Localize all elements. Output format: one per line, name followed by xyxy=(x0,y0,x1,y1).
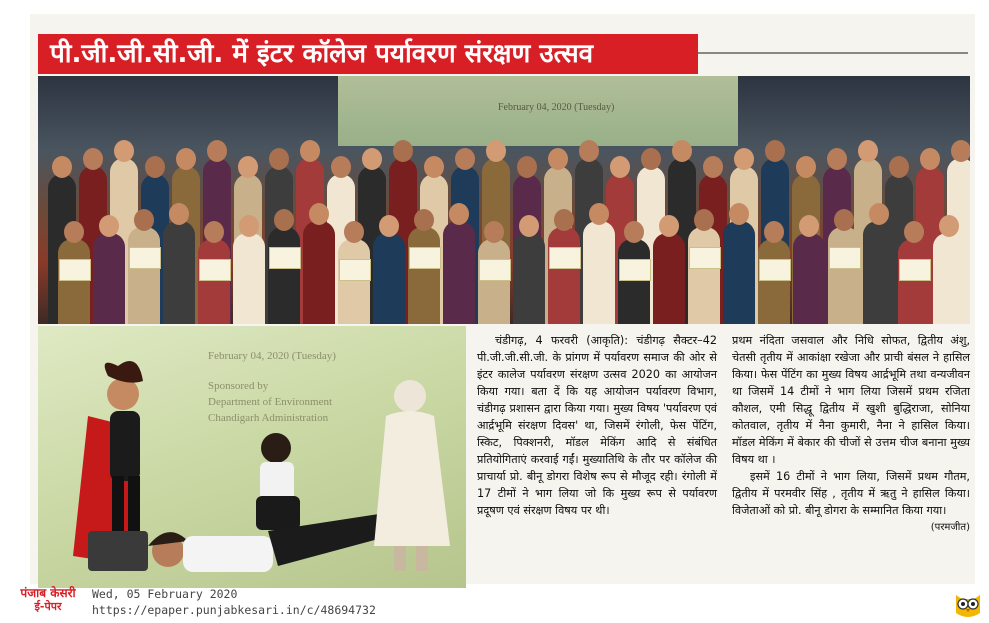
attendee-head xyxy=(176,148,196,170)
attendee-head xyxy=(659,215,679,237)
attendee-head xyxy=(169,203,189,225)
attendee-head xyxy=(703,156,723,178)
attendee xyxy=(233,233,265,324)
attendee-head xyxy=(309,203,329,225)
attendee-head xyxy=(134,209,154,231)
article-column-1 xyxy=(477,332,717,519)
brand-subtitle: ई-पेपर xyxy=(34,600,62,613)
attendee-head xyxy=(424,156,444,178)
skit-screen-line: Department of Environment xyxy=(208,396,333,408)
attendee xyxy=(793,233,825,324)
attendee-head xyxy=(548,148,568,170)
attendee xyxy=(933,233,965,324)
attendee xyxy=(688,227,720,324)
footer-meta xyxy=(92,586,376,618)
attendee-head xyxy=(414,209,434,231)
certificate xyxy=(129,247,161,269)
brand-name: पंजाब केसरी xyxy=(20,586,76,600)
newspaper-clipping xyxy=(30,14,975,584)
attendee-head xyxy=(827,148,847,170)
certificate xyxy=(479,259,511,281)
certificate xyxy=(269,247,301,269)
attendee-head xyxy=(239,215,259,237)
attendee-head xyxy=(204,221,224,243)
certificate xyxy=(899,259,931,281)
attendee xyxy=(828,227,860,324)
attendee-head xyxy=(274,209,294,231)
attendee-head xyxy=(858,140,878,162)
attendee-head xyxy=(449,203,469,225)
attendee-head xyxy=(114,140,134,162)
attendee xyxy=(583,221,615,324)
attendee-head xyxy=(641,148,661,170)
attendee-head xyxy=(517,156,537,178)
attendee xyxy=(653,233,685,324)
article-column-2 xyxy=(732,332,970,536)
attendee-head xyxy=(834,209,854,231)
byline-credit: (परमजीत) xyxy=(930,522,970,533)
attendee-head xyxy=(889,156,909,178)
attendee-head xyxy=(904,221,924,243)
attendee-head xyxy=(729,203,749,225)
group-photo xyxy=(38,76,970,324)
attendee xyxy=(408,227,440,324)
attendee-head xyxy=(694,209,714,231)
attendee xyxy=(443,221,475,324)
attendee-head xyxy=(799,215,819,237)
attendee-head xyxy=(796,156,816,178)
certificate xyxy=(619,259,651,281)
attendee xyxy=(478,239,510,324)
attendee-head xyxy=(765,140,785,162)
footer-date: Wed, 05 February 2020 xyxy=(92,587,238,601)
attendee-head xyxy=(939,215,959,237)
attendee-head xyxy=(362,148,382,170)
certificate xyxy=(339,259,371,281)
attendee-head xyxy=(83,148,103,170)
attendee xyxy=(128,227,160,324)
attendee-head xyxy=(52,156,72,178)
attendee xyxy=(58,239,90,324)
certificate xyxy=(829,247,861,269)
certificate xyxy=(549,247,581,269)
certificate xyxy=(759,259,791,281)
attendee xyxy=(548,227,580,324)
skit-photo xyxy=(38,326,466,588)
attendee-head xyxy=(920,148,940,170)
attendee-head xyxy=(269,148,289,170)
performer-white-costume xyxy=(368,376,458,576)
attendee-head xyxy=(951,140,970,162)
attendee-head xyxy=(344,221,364,243)
attendee xyxy=(303,221,335,324)
skit-screen-line: Chandigarh Administration xyxy=(208,412,329,424)
certificate xyxy=(199,259,231,281)
certificate xyxy=(409,247,441,269)
footer-url[interactable]: https://epaper.punjabkesari.in/c/48694732 xyxy=(92,603,376,617)
attendee-head xyxy=(486,140,506,162)
article-paragraph: प्रथम नंदिता जसवाल और निधि सोफत, द्वितीय अंशु, चेतसी तृतीय में आकांक्षा रखेजा और प्राची बंसल ने हासिल किया। फेस पेंटिंग का मुख्य विषय आर्द्रभूमि तथा वन्यजीवन था जिसमें 14 टीमों ने भाग लिया जिसमें प्रथम रजिता कौशल, एमी सिद्धू द्वितीय में खुशी बुद्धिराजा, सोनिया कोतवाल, तृतीय में नैना कुमारी, नैना ने हासिल किया। मॉडल मेकिंग में बेकार की चीजों से उत्तम चीज बनाना मुख्य विषय था । xyxy=(732,334,970,466)
attendee-head xyxy=(579,140,599,162)
skit-screen-line: February 04, 2020 (Tuesday) xyxy=(208,350,336,362)
attendee-head xyxy=(589,203,609,225)
attendee-head xyxy=(764,221,784,243)
attendee-head xyxy=(869,203,889,225)
attendee-head xyxy=(519,215,539,237)
attendee xyxy=(758,239,790,324)
attendee-head xyxy=(624,221,644,243)
attendee xyxy=(373,233,405,324)
headline: पी.जी.जी.सी.जी. में इंटर कॉलेज पर्यावरण संरक्षण उत्सव xyxy=(38,34,698,74)
group-people xyxy=(38,134,970,324)
attendee-head xyxy=(99,215,119,237)
attendee-head xyxy=(610,156,630,178)
screen-date-text: February 04, 2020 (Tuesday) xyxy=(498,102,615,113)
attendee xyxy=(93,233,125,324)
certificate xyxy=(689,247,721,269)
attendee-head xyxy=(145,156,165,178)
attendee xyxy=(863,221,895,324)
attendee-head xyxy=(734,148,754,170)
attendee xyxy=(198,239,230,324)
attendee-head xyxy=(455,148,475,170)
headline-rule xyxy=(698,52,968,54)
attendee xyxy=(618,239,650,324)
attendee-head xyxy=(379,215,399,237)
attendee xyxy=(163,221,195,324)
attendee-head xyxy=(331,156,351,178)
certificate xyxy=(59,259,91,281)
owl-icon[interactable] xyxy=(954,589,982,619)
attendee-head xyxy=(238,156,258,178)
article-paragraph: इसमें 16 टीमों ने भाग लिया, जिसमें प्रथम गौतम, द्वितीय में परमवीर सिंह , तृतीय में ऋतु ने हासिल किया। विजेताओं को प्रो. बीनू डोगरा के सम्मानित किया गया। xyxy=(732,470,970,517)
attendee xyxy=(268,227,300,324)
attendee xyxy=(513,233,545,324)
footer xyxy=(0,584,989,623)
article-paragraph: चंडीगढ़, 4 फरवरी (आकृति): चंडीगढ़ सैक्टर–42 पी.जी.जी.सी.जी. के प्रांगण में पर्यावरण समाज की ओर से इंटर कालेज पर्यावरण संरक्षण उत्सव 2020 का आयोजन किया गया। बता दें कि यह आयोजन पर्यावरण विभाग, चंडीगढ़ प्रशासन द्वारा किया गया। मुख्य विषय 'पर्यावरण एवं आर्द्रभूमि संरक्षण दिवस' था, जिसमें रंगोली, फेस पेंटिंग, स्किट, पिक्शनरी, मॉडल मेकिंग आदि से संबंधित प्रतियोगिताएं करवाई गईं। मुख्यातिथि के तौर पर कॉलेज की प्राचार्या प्रो. बीनू डोगरा विशेष रूप से मौजूद रही। रंगोली में 17 टीमों ने भाग लिया जो कि मुख्य रूप से पर्यावरण प्रदूषण एवं संरक्षण विषय पर थी। xyxy=(477,334,717,517)
attendee-head xyxy=(393,140,413,162)
attendee xyxy=(723,221,755,324)
brand-logo[interactable] xyxy=(12,586,84,614)
skit-screen-line: Sponsored by xyxy=(208,380,269,392)
attendee-head xyxy=(484,221,504,243)
attendee-head xyxy=(554,209,574,231)
attendee xyxy=(338,239,370,324)
attendee-head xyxy=(672,140,692,162)
attendee-head xyxy=(207,140,227,162)
attendee-head xyxy=(64,221,84,243)
attendee xyxy=(898,239,930,324)
attendee-head xyxy=(300,140,320,162)
